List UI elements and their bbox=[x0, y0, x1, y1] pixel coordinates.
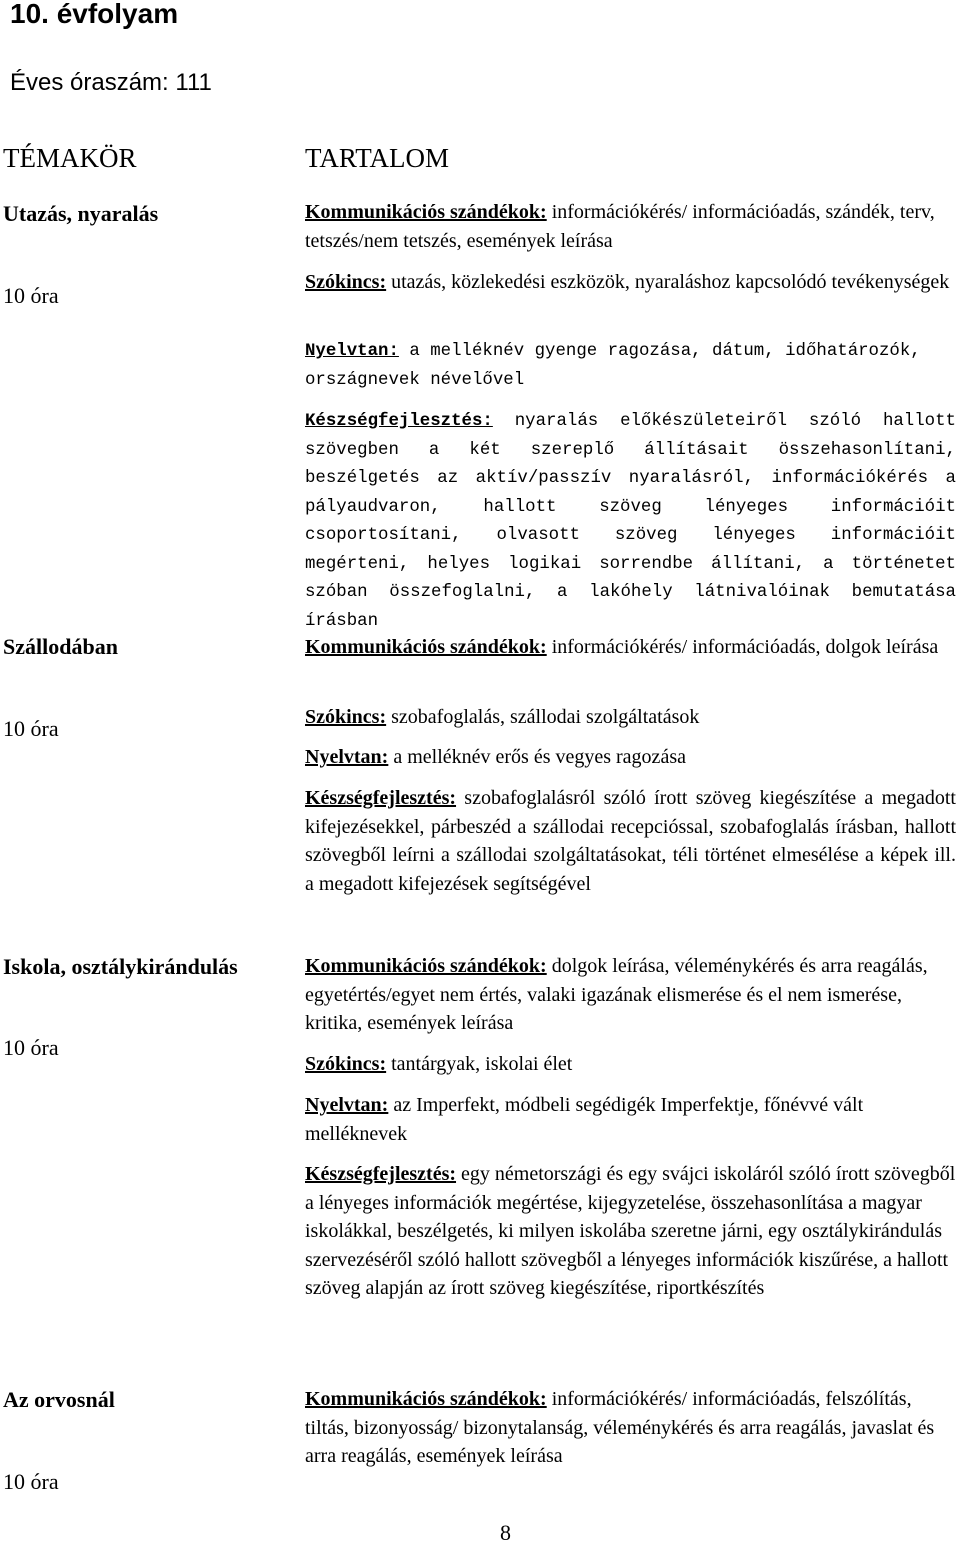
block-label: Nyelvtan: bbox=[305, 342, 399, 361]
block-label: Kommunikációs szándékok: bbox=[305, 201, 547, 223]
block-text: a melléknév gyenge ragozása, dátum, időhatározók, országnevek névelővel bbox=[305, 342, 921, 390]
block-label: Szókincs: bbox=[305, 1053, 387, 1075]
content-block bbox=[305, 408, 956, 636]
block-text: utazás, közlekedési eszközök, nyaraláshoz kapcsolódó tevékenységek bbox=[386, 271, 950, 293]
block-text: szobafoglalás, szállodai szolgáltatások bbox=[386, 706, 700, 728]
topic-hours: 10 óra bbox=[3, 1035, 59, 1060]
content-block bbox=[305, 268, 956, 297]
annual-hours: Éves óraszám: 111 bbox=[10, 69, 212, 96]
content-block bbox=[305, 633, 956, 662]
block-text: nyaralás előkészületeiről szóló hallott szövegben a két szereplő állításait összehasonlítani, beszélgetés az aktív/passzív nyaralásról, információkérés a pályaudvaron, hallott szöveg lényeges információit csoportosítani, olvasott szöveg lényeges információit megérteni, helyes logikai sorrendbe állítani, a történetet szóban összefoglalni, a lakóhely látnivalóinak bemutatása írásban bbox=[305, 412, 956, 631]
topic-hours: 10 óra bbox=[3, 1469, 59, 1494]
block-label: Szókincs: bbox=[305, 271, 387, 293]
block-text: egy németországi és egy svájci iskoláról szóló írott szövegből a lényeges információk megértése, kijegyzetelése, összehasonlítása a magyar iskolákkal, beszélgetés, ki milyen iskolába szeretne járni, egy osztálykirándulás szervezéséről szóló hallott szövegből a lényeges információk kiszűrése, a hallott szöveg alapján az írott szöveg kiegészítése, riportkészítés bbox=[305, 1163, 956, 1299]
grade-title: 10. évfolyam bbox=[10, 0, 179, 29]
column-header-content: TARTALOM bbox=[305, 143, 450, 173]
block-text: szobafoglalásról szóló írott szöveg kiegészítése a megadott kifejezésekkel, párbeszéd a szállodai recepcióssal, szobafoglalás írásban, hallott szövegből leírni a szállodai szolgáltatásokat, téli történet elmesélése a képek ill. a megadott kifejezések segítségével bbox=[305, 787, 956, 895]
block-text: tantárgyak, iskolai élet bbox=[386, 1053, 573, 1075]
block-label: Kommunikációs szándékok: bbox=[305, 1388, 547, 1410]
content-block bbox=[305, 743, 956, 772]
block-label: Készségfejlesztés: bbox=[305, 412, 493, 431]
content-block bbox=[305, 784, 956, 898]
content-block bbox=[305, 1160, 956, 1303]
block-label: Nyelvtan: bbox=[305, 1094, 389, 1116]
topic-hours: 10 óra bbox=[3, 716, 59, 741]
block-label: Kommunikációs szándékok: bbox=[305, 955, 547, 977]
content-block bbox=[305, 1091, 956, 1148]
topic-title: Iskola, osztálykirándulás bbox=[3, 954, 238, 979]
column-header-topic: TÉMAKÖR bbox=[3, 143, 137, 173]
block-text: dolgok leírása, véleménykérés és arra reagálás, egyetértés/egyet nem értés, valaki igazának elismerése és el nem ismerése, kritika, események leírása bbox=[305, 955, 928, 1034]
topic-title: Az orvosnál bbox=[3, 1387, 115, 1412]
topic-hours: 10 óra bbox=[3, 283, 59, 308]
block-text: információkérés/ információadás, dolgok leírása bbox=[546, 636, 939, 658]
content-block bbox=[305, 198, 956, 255]
block-text: az Imperfekt, módbeli segédigék Imperfektje, főnévvé vált melléknevek bbox=[305, 1094, 864, 1145]
content-block bbox=[305, 952, 956, 1038]
block-label: Készségfejlesztés: bbox=[305, 787, 457, 809]
content-block bbox=[305, 703, 956, 732]
content-block bbox=[305, 1385, 956, 1471]
block-label: Szókincs: bbox=[305, 706, 387, 728]
block-text: a melléknév erős és vegyes ragozása bbox=[388, 746, 686, 768]
block-text: információkérés/ információadás, szándék, terv, tetszés/nem tetszés, események leírása bbox=[305, 201, 935, 252]
topic-title: Utazás, nyaralás bbox=[3, 201, 159, 226]
content-block bbox=[305, 338, 956, 395]
topic-title: Szállodában bbox=[3, 634, 118, 659]
block-label: Készségfejlesztés: bbox=[305, 1163, 457, 1185]
block-label: Kommunikációs szándékok: bbox=[305, 636, 547, 658]
block-text: információkérés/ információadás, felszólítás, tiltás, bizonyosság/ bizonytalanság, véleménykérés és arra reagálás, javaslat és arra reagálás, események leírása bbox=[305, 1388, 935, 1467]
block-label: Nyelvtan: bbox=[305, 746, 389, 768]
page-number: 8 bbox=[500, 1520, 511, 1545]
content-block bbox=[305, 1050, 956, 1079]
